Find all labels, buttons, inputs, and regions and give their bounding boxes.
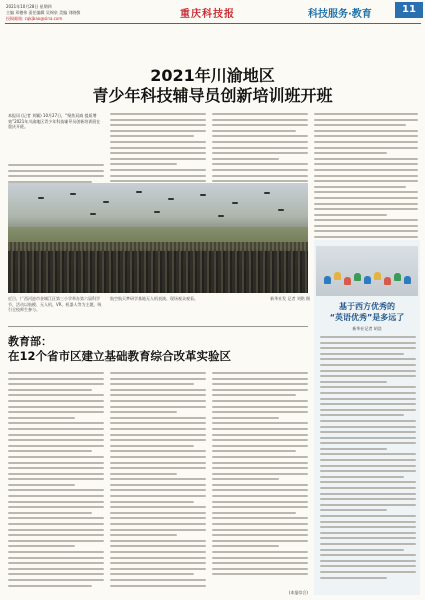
sidebar-title-line-1: 基于西方优秀的 (339, 302, 395, 311)
page-number: 11 (395, 2, 423, 18)
editor-line: 主编 邓德伟 责任编辑 吴锡泉 美编 刘晓敬 (6, 10, 81, 15)
issue-date: 2021年10月28日 星期四 (6, 4, 52, 9)
sidebar-author: 新华社记者 胡浩 (352, 326, 382, 331)
photo-caption-left: 近日，广西河池市金城江区第三小学举办第六届科学节，活动以航模、无人机、VR、机器人等为主题，吸引全校师生参与。 (8, 296, 102, 313)
photo-caption-center: 航空航天梦研学基地无人机表演、现场观众观看。 (110, 296, 198, 301)
newspaper-masthead: 重庆科技报 (180, 9, 235, 20)
section-divider (8, 326, 308, 327)
sidebar-title-line-2: “英语优秀”是多远了 (329, 313, 405, 322)
lower-story-headline: 在12个省市区建立基础教育综合改革实验区 (8, 349, 232, 363)
section-label: 科技服务·教育 (308, 9, 372, 20)
lower-story-source: (本报综合) (288, 590, 308, 595)
main-story-lead: 本报讯 (记者 刘颖) 10月27日，“聚焦双减 提质增效”2021年川渝地区青少年科技辅导员创新培训班在重庆开班。 (8, 113, 101, 130)
main-headline-line-1: 2021年川渝地区 (150, 66, 275, 85)
header-rule (5, 23, 421, 24)
photo-credit: 新华社发 记者 刘铭 摄 (270, 296, 310, 301)
lower-story-column-2 (110, 372, 206, 590)
lower-story-column-1 (8, 372, 104, 590)
main-headline-line-2: 青少年科技辅导员创新培训班开班 (92, 86, 333, 105)
lower-story-kicker: 教育部： (8, 335, 52, 348)
lower-story-column-3 (212, 372, 308, 579)
event-photo (8, 183, 308, 293)
sidebar-photo (316, 246, 418, 296)
submission-email: 投稿邮箱: cqkjbao@sina.com (6, 16, 63, 21)
sidebar-body (320, 336, 416, 582)
